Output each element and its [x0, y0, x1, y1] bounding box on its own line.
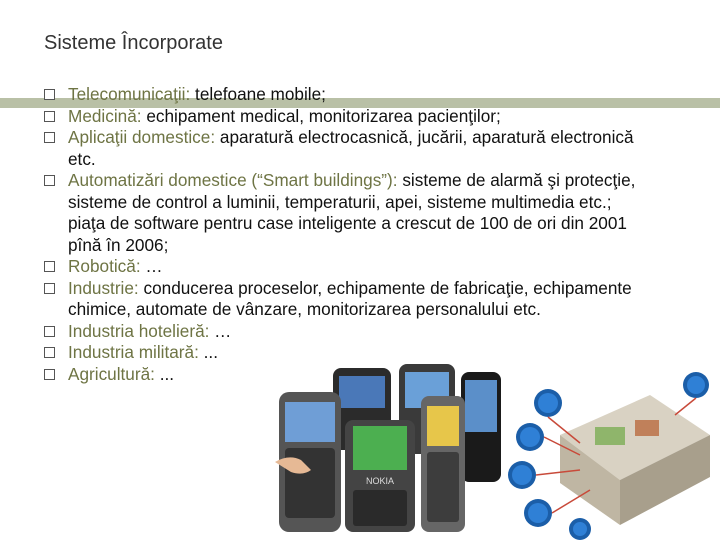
- bullet-keyword: Agricultură:: [68, 363, 155, 384]
- bullet-text: …: [140, 256, 163, 276]
- thermometer-icon: [508, 461, 536, 489]
- bullet-text: echipament medical, monitorizarea pacienţilor;: [141, 105, 501, 126]
- bullet-keyword: Robotică:: [68, 256, 141, 276]
- bullet-keyword: Industria hotelieră:: [68, 320, 210, 341]
- bullet-industry: [44, 278, 644, 321]
- water-icon: [569, 518, 591, 540]
- bullet-square-icon: [44, 132, 55, 143]
- bullet-text: ...: [154, 363, 175, 384]
- bullet-domestic: [44, 127, 644, 170]
- bullet-text: conducerea proceselor, echipamente de fabricaţie, echipamente chimice, automate de vânzare, monitorizarea personalului etc.: [68, 277, 632, 319]
- bullet-keyword: Medicină:: [68, 105, 142, 126]
- bullet-keyword: Telecomunicaţii:: [68, 84, 191, 104]
- bullet-text: sisteme de alarmă şi protecţie, sisteme de control a luminii, temperaturii, apei, sisteme multimedia etc.; piaţa de software pentru case inteligente a crescut de 100 de ori din 2001 pînă în 2006;: [68, 170, 636, 255]
- security-icon: [516, 423, 544, 451]
- bullet-square-icon: [44, 175, 55, 186]
- phone-brand-label: NOKIA: [365, 476, 395, 486]
- slide-title: Sisteme Încorporate: [44, 32, 223, 54]
- bullet-text: aparatură electrocasnică, jucării, aparatură electronică etc.: [68, 127, 634, 169]
- bullet-square-icon: [44, 326, 55, 337]
- phone-icon: [534, 389, 562, 417]
- bullet-keyword: Automatizări domestice (“Smart buildings”):: [68, 170, 398, 190]
- bullet-medicine: [44, 106, 644, 128]
- tv-icon: [683, 372, 709, 398]
- bullet-list: [44, 84, 644, 385]
- bullet-home-automation: [44, 170, 644, 256]
- bullet-keyword: Industrie:: [68, 277, 139, 298]
- smart-home-diagram: [500, 365, 720, 540]
- light-icon: [524, 499, 552, 527]
- bullet-military: [44, 342, 644, 364]
- bullet-text: …: [209, 320, 232, 341]
- bullet-square-icon: [44, 283, 55, 294]
- bullet-robotics: [44, 256, 644, 278]
- bullet-keyword: Aplicaţii domestice:: [68, 127, 216, 147]
- bullet-square-icon: [44, 261, 55, 272]
- bullet-text: ...: [198, 342, 218, 362]
- bullet-square-icon: [44, 89, 55, 100]
- bullet-square-icon: [44, 369, 55, 380]
- bullet-text: telefoane mobile;: [190, 84, 326, 104]
- mobile-phones-image: [275, 362, 505, 540]
- bullet-square-icon: [44, 347, 55, 358]
- bullet-telecom: [44, 84, 644, 106]
- bullet-keyword: Industria militară:: [68, 342, 199, 362]
- bullet-square-icon: [44, 111, 55, 122]
- bullet-hotel: [44, 321, 644, 343]
